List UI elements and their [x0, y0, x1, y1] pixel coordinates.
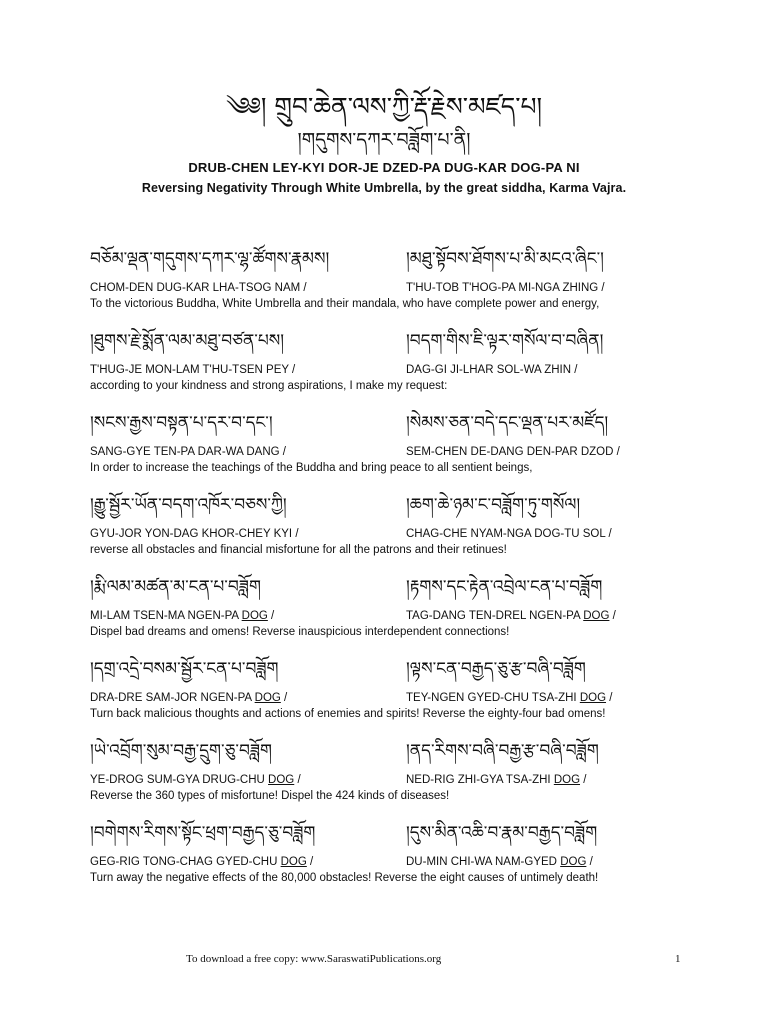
tibetan-subtitle: །གདུགས་དཀར་བཟློག་པ་ནི། [297, 129, 471, 151]
verse-transliteration-left [90, 526, 299, 542]
transliteration-text: T'HUG-JE MON-LAM T'HU-TSEN PEY / [90, 364, 296, 376]
dog-word: DOG [280, 856, 307, 868]
page-number: 1 [675, 953, 681, 965]
verse-tibetan-right: །དུས་མིན་འཆི་བ་རྣམ་བརྒྱད་བཟློག [406, 823, 598, 843]
verse-tibetan-right: །བདག་གིས་ཇི་ལྟར་གསོལ་བ་བཞིན། [406, 331, 604, 351]
verse-end-mark: / [609, 610, 616, 622]
transliteration-text: CHAG-CHE NYAM-NGA DOG-TU SOL / [406, 528, 612, 540]
verse [90, 656, 690, 738]
verse-tibetan-left: །ཐུགས་རྗེ་སྨོན་ལམ་མཐུ་བཙན་པས། [90, 331, 285, 351]
verse-tibetan-left: བཅོམ་ལྡན་གདུགས་དཀར་ལྷ་ཚོགས་རྣམས། [90, 249, 330, 269]
verse-translation: reverse all obstacles and financial misfortune for all the patrons and their retinues! [90, 544, 507, 556]
transliteration-text: SANG-GYE TEN-PA DAR-WA DANG / [90, 446, 286, 458]
verse-end-mark: / [580, 774, 587, 786]
transliteration-text: DAG-GI JI-LHAR SOL-WA ZHIN / [406, 364, 578, 376]
verse [90, 820, 690, 902]
verse-transliteration-right [406, 526, 612, 542]
dog-word: DOG [254, 692, 281, 704]
verse-transliteration-left [90, 772, 301, 788]
verse [90, 246, 690, 328]
verse [90, 738, 690, 820]
dog-word: DOG [268, 774, 295, 786]
verse-translation: Reverse the 360 types of misfortune! Dispel the 424 kinds of diseases! [90, 790, 450, 802]
verse-translation: To the victorious Buddha, White Umbrella and their mandala, who have complete power and energy, [90, 298, 600, 310]
verse-transliteration-left [90, 854, 313, 870]
tibetan-title: ༄༅། གྲུབ་ཆེན་ལས་ཀྱི་རྡོ་རྗེས་མཛད་པ། [225, 92, 543, 121]
transliteration-text: DRA-DRE SAM-JOR NGEN-PA [90, 692, 255, 704]
verse-end-mark: / [294, 774, 301, 786]
verse-translation: In order to increase the teachings of the Buddha and bring peace to all sentient beings, [90, 462, 533, 474]
verse-tibetan-right: །ཆག་ཆེ་ཉམ་ང་བཟློག་ཏུ་གསོལ། [406, 495, 581, 515]
title-transliteration: DRUB-CHEN LEY-KYI DOR-JE DZED-PA DUG-KAR DOG-PA NI [188, 160, 580, 175]
verse-tibetan-right: །སེམས་ཅན་བདེ་དང་ལྡན་པར་མཛོད། [406, 413, 609, 433]
verse [90, 328, 690, 410]
dog-word: DOG [241, 610, 268, 622]
verse [90, 410, 690, 492]
verse-transliteration-left [90, 280, 307, 296]
verse-tibetan-right: །ནད་རིགས་བཞི་བརྒྱ་རྩ་བཞི་བཟློག [406, 741, 599, 761]
transliteration-text: MI-LAM TSEN-MA NGEN-PA [90, 610, 242, 622]
verse-tibetan-right: །རྟགས་དང་རྟེན་འབྲེལ་ངན་པ་བཟློག [406, 577, 603, 597]
transliteration-text: T'HU-TOB T'HOG-PA MI-NGA ZHING / [406, 282, 605, 294]
verse-tibetan-right: །མཐུ་སྟོབས་ཐོགས་པ་མི་མངའ་ཞིང་། [406, 249, 604, 269]
transliteration-text: NED-RIG ZHI-GYA TSA-ZHI [406, 774, 554, 786]
transliteration-text: GEG-RIG TONG-CHAG GYED-CHU [90, 856, 281, 868]
transliteration-text: SEM-CHEN DE-DANG DEN-PAR DZOD / [406, 446, 620, 458]
verse-end-mark: / [267, 610, 275, 622]
transliteration-text: GYU-JOR YON-DAG KHOR-CHEY KYI / [90, 528, 299, 540]
verse-transliteration-left [90, 690, 287, 706]
verse-transliteration-left [90, 362, 295, 378]
verse-transliteration-left [90, 608, 274, 624]
transliteration-text: CHOM-DEN DUG-KAR LHA-TSOG NAM / [90, 282, 307, 294]
document-header [0, 90, 768, 198]
transliteration-text: YE-DROG SUM-GYA DRUG-CHU [90, 774, 269, 786]
dog-word: DOG [553, 774, 581, 786]
verse-transliteration-right [406, 362, 577, 378]
verse-transliteration-right [406, 608, 616, 624]
verse [90, 492, 690, 574]
verse-end-mark: / [280, 692, 288, 704]
verse-translation: according to your kindness and strong aspirations, I make my request: [90, 380, 448, 392]
verse-transliteration-right [406, 854, 593, 870]
verse-end-mark: / [306, 856, 314, 868]
verse-transliteration-right [406, 280, 605, 296]
verse-transliteration-left [90, 444, 286, 460]
transliteration-text: DU-MIN CHI-WA NAM-GYED [406, 856, 561, 868]
verse-tibetan-left: །རྨི་ལམ་མཚན་མ་ངན་པ་བཟློག [90, 577, 261, 597]
verse-tibetan-left: །ཡེ་འབྲོག་སུམ་བརྒྱ་དྲུག་ཅུ་བཟློག [90, 741, 273, 761]
dog-word: DOG [583, 610, 610, 622]
verse-list [90, 246, 690, 902]
verse-transliteration-right [406, 772, 586, 788]
verse-end-mark: / [606, 692, 613, 704]
verse-tibetan-left: །རྒྱུ་སྦྱོར་ཡོན་བདག་འཁོར་བཅས་ཀྱི། [90, 495, 287, 515]
dog-word: DOG [579, 692, 607, 704]
transliteration-text: TEY-NGEN GYED-CHU TSA-ZHI [406, 692, 580, 704]
transliteration-text: TAG-DANG TEN-DREL NGEN-PA [406, 610, 584, 622]
verse-translation: Turn away the negative effects of the 80,000 obstacles! Reverse the eight causes of untimely death! [90, 872, 599, 884]
verse-tibetan-right: །ལྟས་ངན་བརྒྱད་ཅུ་རྩ་བཞི་བཟློག [406, 659, 586, 679]
title-english: Reversing Negativity Through White Umbrella, by the great siddha, Karma Vajra. [141, 181, 627, 195]
verse-end-mark: / [586, 856, 593, 868]
dog-word: DOG [560, 856, 587, 868]
verse-tibetan-left: །སངས་རྒྱས་བསྟན་པ་དར་བ་དང་། [90, 413, 273, 433]
verse-translation: Turn back malicious thoughts and actions of enemies and spirits! Reverse the eighty-four bad omens! [90, 708, 606, 720]
verse-translation: Dispel bad dreams and omens! Reverse inauspicious interdependent connections! [90, 626, 510, 638]
verse-transliteration-right [406, 444, 620, 460]
verse [90, 574, 690, 656]
download-note: To download a free copy: www.SaraswatiPublications.org [186, 953, 442, 965]
verse-tibetan-left: །བགེགས་རིགས་སྟོང་ཕྲག་བརྒྱད་ཅུ་བཟློག [90, 823, 316, 843]
verse-tibetan-left: །དགྲ་འདྲེ་བསམ་སྦྱོར་ངན་པ་བཟློག [90, 659, 279, 679]
verse-transliteration-right [406, 690, 612, 706]
